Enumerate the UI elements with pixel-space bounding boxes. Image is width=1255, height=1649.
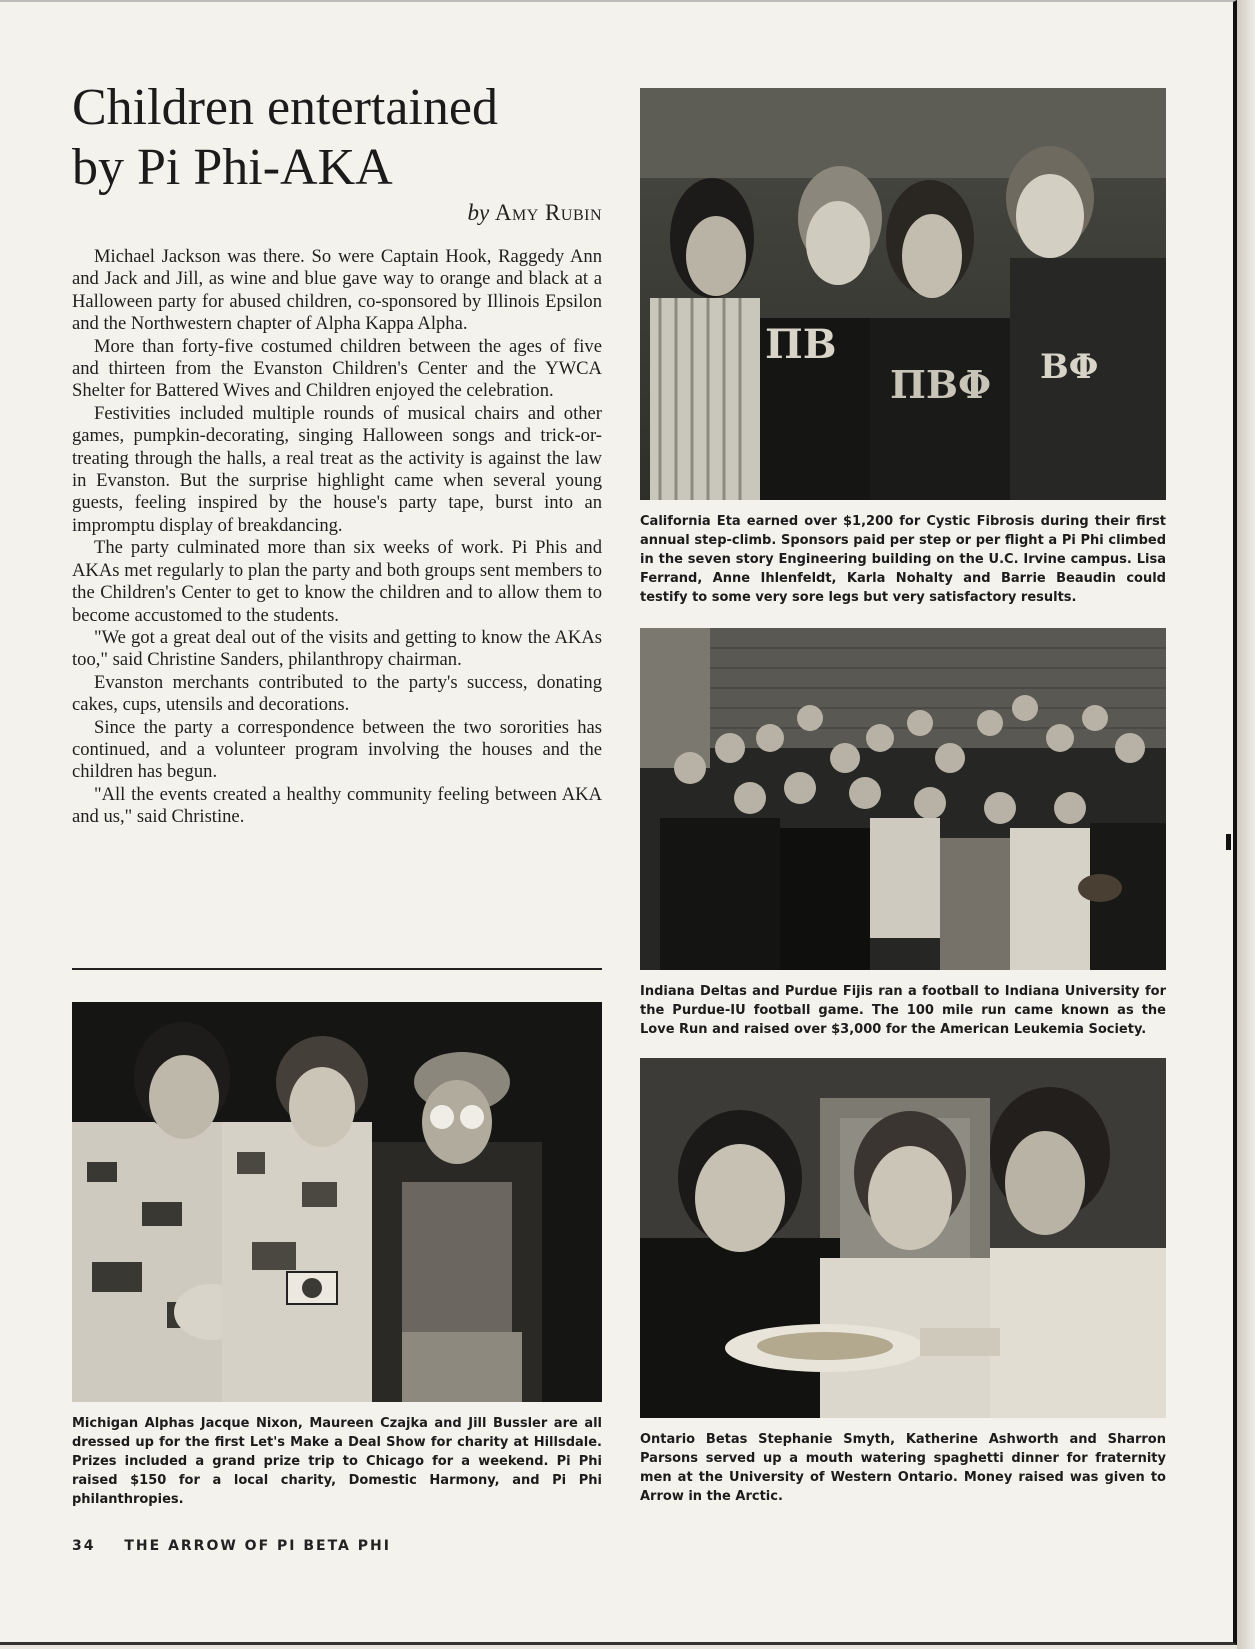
sweater-letters: ΠΒ: [765, 321, 837, 368]
california-eta-photo: [640, 88, 1166, 500]
sweater-letters: ΠΒΦ: [890, 362, 992, 407]
page-number: 34: [72, 1538, 96, 1554]
byline: [200, 200, 602, 226]
title-line-1: Children entertained: [72, 79, 498, 136]
publication-name: THE ARROW OF PI BETA PHI: [124, 1538, 391, 1554]
ontario-betas-caption: Ontario Betas Stephanie Smyth, Katherine Ashworth and Sharron Parsons served up a mouth watering spaghetti dinner for fraternity men at the University of Western Ontario. Money raised was given to Arrow in the Arctic.: [640, 1432, 1166, 1504]
article-paragraph: The party culminated more than six weeks of work. Pi Phis and AKAs met regularly to plan the party and both groups sent members to the Children's Center to get to know the children and to allow them to become accustomed to the students.: [72, 537, 602, 626]
ontario-betas-photo: [640, 1058, 1166, 1418]
registration-mark: [1226, 834, 1231, 850]
title-line-2: by Pi Phi-AKA: [72, 139, 393, 196]
article-body: [72, 246, 602, 829]
michigan-alphas-photo: [72, 1002, 602, 1402]
article-paragraph: Michael Jackson was there. So were Captain Hook, Raggedy Ann and Jack and Jill, as wine and blue gave way to orange and black at a Halloween party for abused children, co-sponsored by Illinois Epsilon and the Northwestern chapter of Alpha Kappa Alpha.: [72, 246, 602, 335]
article-paragraph: More than forty-five costumed children between the ages of five and thirteen from the Evanston Children's Center and the YWCA Shelter for Battered Wives and Children enjoyed the celebration.: [72, 335, 602, 402]
section-divider: [72, 968, 602, 970]
sweater-letters: ΒΦ: [1040, 347, 1099, 387]
indiana-group-photo: [640, 628, 1166, 970]
scan-margin: [1237, 0, 1255, 1649]
article-paragraph: "We got a great deal out of the visits and getting to know the AKAs too," said Christine Sanders, philanthropy chairman.: [72, 626, 602, 671]
byline-author: Amy Rubin: [494, 200, 602, 225]
article-title: [72, 78, 612, 198]
byline-prefix: by: [467, 200, 490, 225]
article-paragraph: Since the party a correspondence between the two sororities has continued, and a volunteer program involving the houses and the children has begun.: [72, 716, 602, 783]
michigan-alphas-caption: Michigan Alphas Jacque Nixon, Maureen Czajka and Jill Bussler are all dressed up for the first Let's Make a Deal Show for charity at Hillsdale. Prizes included a grand prize trip to Chicago for a weekend. Pi Phi raised $150 for a local charity, Domestic Harmony, and Pi Phi philanthropies.: [72, 1416, 602, 1507]
indiana-group-caption: Indiana Deltas and Purdue Fijis ran a football to Indiana University for the Purdue-IU football game. The 100 mile run came known as the Love Run and raised over $3,000 for the American Leukemia Society.: [640, 984, 1166, 1037]
article-paragraph: Festivities included multiple rounds of musical chairs and other games, pumpkin-decorating, singing Halloween songs and trick-or-treating through the halls, a real treat as the activity is against the law in Evanston. But the surprise highlight came when several young guests, feeling inspired by the house's party tape, burst into an impromptu display of breakdancing.: [72, 402, 602, 536]
california-eta-caption: California Eta earned over $1,200 for Cystic Fibrosis during their first annual step-climb. Sponsors paid per step or per flight a Pi Phi climbed in the seven story Engineering building on the U.C. Irvine campus. Lisa Ferrand, Anne Ihlenfeldt, Karla Nohalty and Barrie Beaudin could testify to some very sore legs but very satisfactory results.: [640, 514, 1166, 605]
article-paragraph: Evanston merchants contributed to the party's success, donating cakes, cups, utensils and decorations.: [72, 671, 602, 716]
page-footer: [72, 1538, 391, 1554]
article-paragraph: "All the events created a healthy community feeling between AKA and us," said Christine.: [72, 783, 602, 828]
